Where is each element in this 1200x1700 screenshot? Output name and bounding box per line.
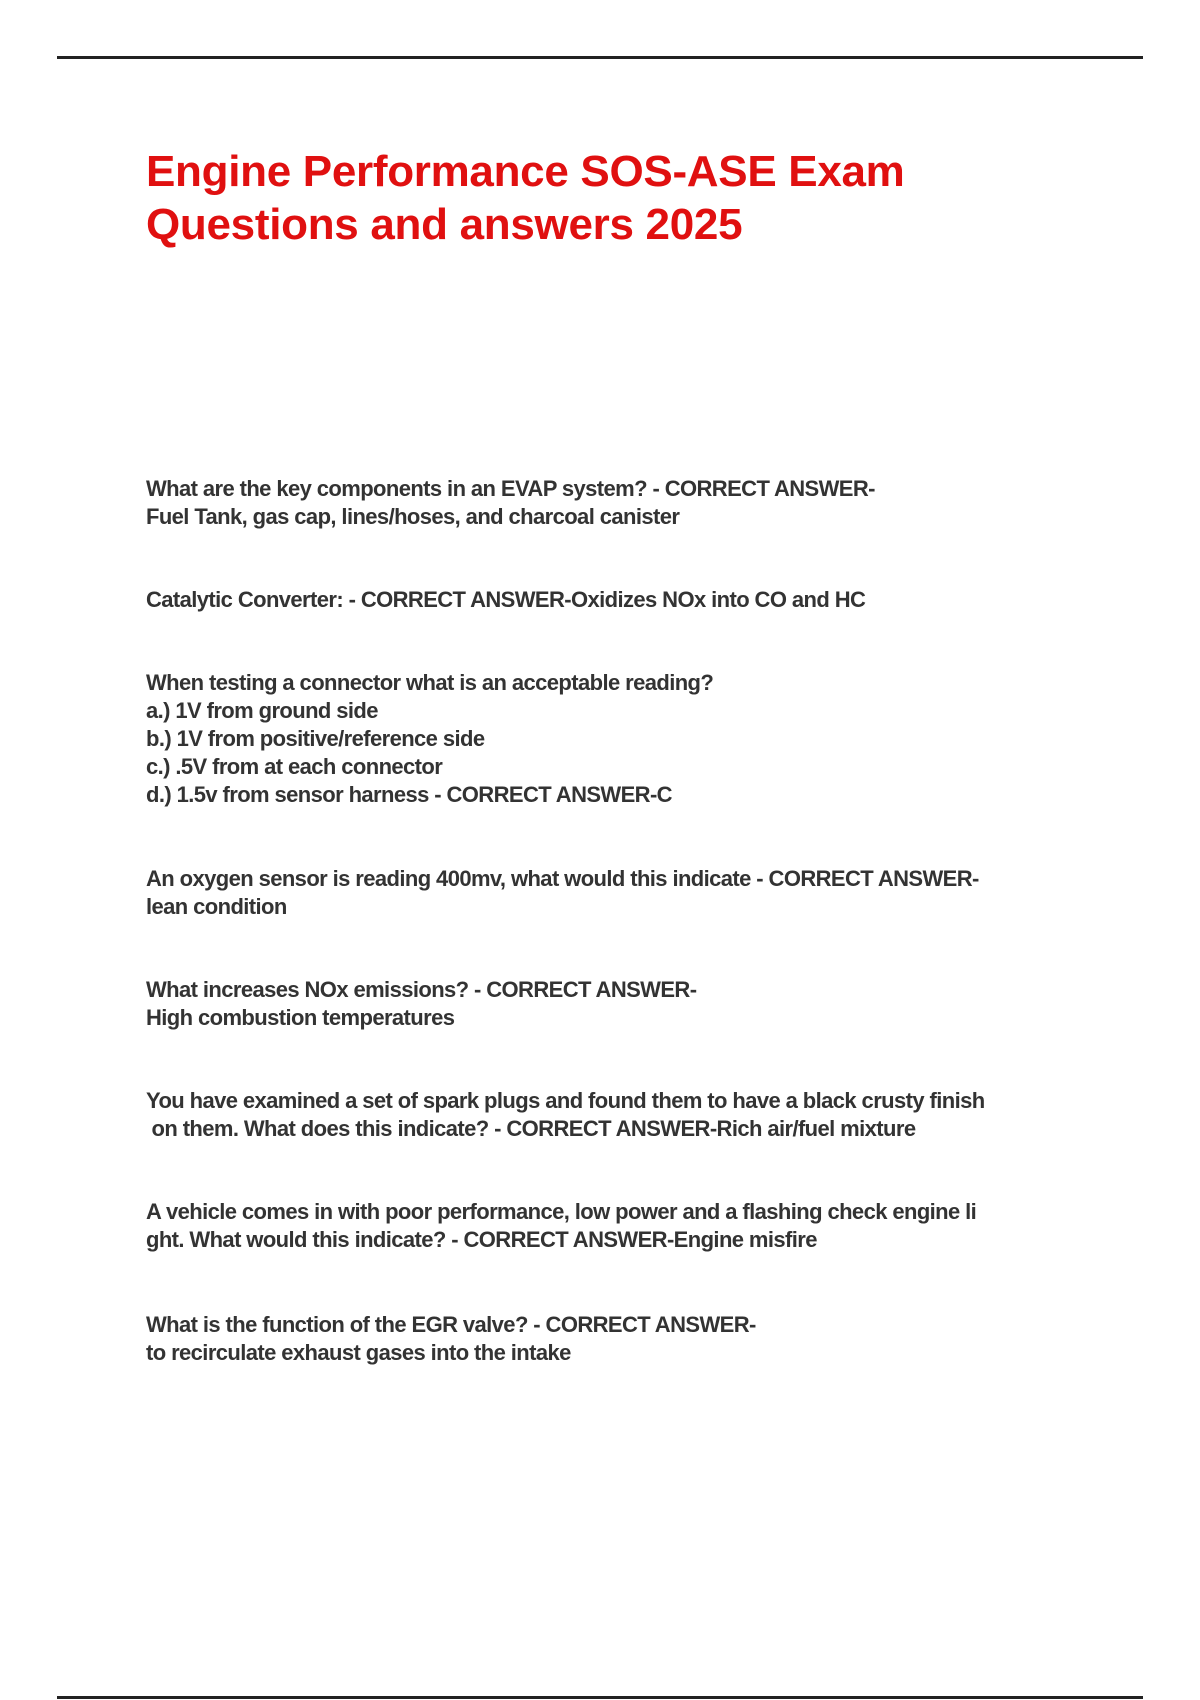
qa-item [146, 1311, 756, 1367]
qa-item [146, 586, 865, 614]
title-line-1: Engine Performance SOS-ASE Exam [146, 147, 905, 196]
qa-line: c.) .5V from at each connector [146, 754, 443, 779]
qa-item [146, 669, 713, 809]
title-line-2: Questions and answers 2025 [146, 200, 743, 249]
qa-line: A vehicle comes in with poor performance, low power and a flashing check engine li [146, 1199, 977, 1224]
qa-line: An oxygen sensor is reading 400mv, what would this indicate - CORRECT ANSWER- [146, 866, 979, 891]
qa-line: Catalytic Converter: - CORRECT ANSWER-Oxidizes NOx into CO and HC [146, 587, 866, 612]
qa-line: What are the key components in an EVAP system? - CORRECT ANSWER- [146, 476, 875, 501]
qa-line: You have examined a set of spark plugs and found them to have a black crusty finish [146, 1088, 985, 1113]
qa-item [146, 976, 696, 1032]
bottom-rule [57, 1696, 1143, 1699]
qa-line: to recirculate exhaust gases into the intake [146, 1340, 571, 1365]
qa-line: What increases NOx emissions? - CORRECT ANSWER- [146, 977, 697, 1002]
qa-line: b.) 1V from positive/reference side [146, 726, 485, 751]
qa-line: d.) 1.5v from sensor harness - CORRECT ANSWER-C [146, 782, 672, 807]
qa-item [146, 1198, 976, 1254]
qa-line: What is the function of the EGR valve? - CORRECT ANSWER- [146, 1312, 756, 1337]
qa-line: When testing a connector what is an acceptable reading? [146, 670, 714, 695]
qa-line: on them. What does this indicate? - CORRECT ANSWER-Rich air/fuel mixture [146, 1116, 916, 1141]
qa-item [146, 1087, 985, 1143]
document-title [146, 145, 905, 251]
top-rule [57, 56, 1143, 59]
qa-item [146, 865, 979, 921]
qa-line: Fuel Tank, gas cap, lines/hoses, and charcoal canister [146, 504, 680, 529]
qa-item [146, 475, 875, 531]
qa-line: lean condition [146, 894, 287, 919]
qa-line: High combustion temperatures [146, 1005, 455, 1030]
qa-line: ght. What would this indicate? - CORRECT ANSWER-Engine misfire [146, 1227, 817, 1252]
qa-line: a.) 1V from ground side [146, 698, 378, 723]
